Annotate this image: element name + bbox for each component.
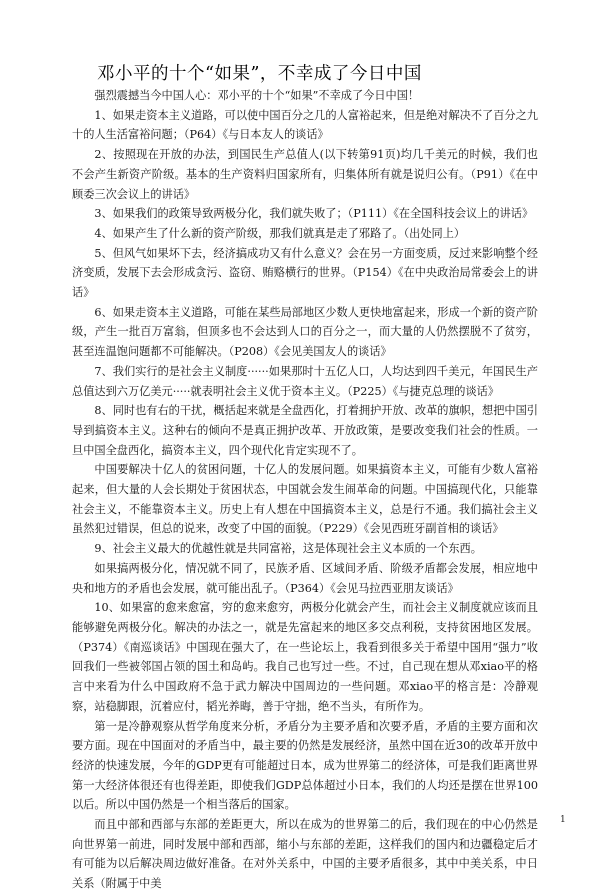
paragraph-if-9: 9、社会主义最大的优越性就是共同富裕，这是体现社会主义本质的一个东西。 <box>94 542 482 556</box>
paragraph-central-western-gap: 而且中部和西部与东部的差距更大，所以在成为的世界第二的后，我们现在的中心仍然是向世界第一前进，同时发展中部和西部，缩小与东部的差距，这样我们的国内和边疆稳定后才有可能为以后解决周边做好准备。在对外关系中，中国的主要矛盾很多，其中中美关系，中日关系（附属于中美 <box>72 818 538 891</box>
paragraph-if-3: 3、如果我们的政策导致两极分化，我们就失败了；（P111）《在全国科技会议上的讲话》 <box>94 207 534 221</box>
page-number: 1 <box>560 815 566 825</box>
page-title: 邓小平的十个“如果”，不幸成了今日中国 <box>97 64 422 84</box>
article-body <box>72 86 538 894</box>
paragraph-polarization: 如果搞两极分化，情况就不同了，民族矛盾、区域间矛盾、阶级矛盾都会发展，相应地中央和地方的矛盾也会发展，就可能出乱子。（P364）《会见马拉西亚朋友谈话》 <box>72 561 538 595</box>
paragraph-poverty-problem: 中国要解决十亿人的贫困问题，十亿人的发展问题。如果搞资本主义，可能有少数人富裕起来，但大量的人会长期处于贫困状态，中国就会发生闹革命的问题。中国搞现代化，只能靠社会主义，不能靠资本主义。历史上有人想在中国搞资本主义，总是行不通。我们搞社会主义虽然犯过错误，但总的说来，改变了中国的面貌。（P229）《会见西班牙副首相的谈话》 <box>72 463 538 536</box>
paragraph-if-10: 10、如果富的愈来愈富，穷的愈来愈穷，两极分化就会产生，而社会主义制度就应该而且能够避免两极分化。解决的办法之一，就是先富起来的地区多交点利税，支持贫困地区发展。（P374）《南巡谈话》中国现在强大了，在一些论坛上，我看到很多关于希望中国用“强力”收回我们一些被邻国占领的国土和岛屿。我自己也写过一些。不过，自己现在想从邓xiao平的格言中来看为什么中国政府不急于武力解决中国周边的一些问题。邓xiao平的格言是：冷静观察，站稳脚跟，沉着应付，韬光养晦，善于守拙，绝不当头，有所作为。 <box>72 601 538 713</box>
paragraph-if-1: 1、如果走资本主义道路，可以使中国百分之几的人富裕起来，但是绝对解决不了百分之九十的人生活富裕问题；（P64）《与日本友人的谈话》 <box>72 108 538 142</box>
paragraph-if-8: 8、同时也有右的干扰，概括起来就是全盘西化，打着拥护开放、改革的旗帜，想把中国引导到搞资本主义。这种右的倾向不是真正拥护改革、开放政策，是要改变我们社会的性质。一旦中国全盘西化，搞资本主义，四个现代化肯定实现不了。 <box>72 404 538 457</box>
intro-paragraph: 强烈震撼当今中国人心：邓小平的十个“如果”不幸成了今日中国！ <box>94 89 420 102</box>
paragraph-if-4: 4、如果产生了什么新的资产阶级，那我们就真是走了邪路了。（出处同上） <box>94 226 466 240</box>
paragraph-if-5: 5、但风气如果坏下去，经济搞成功又有什么意义？会在另一方面变质，反过来影响整个经济变质，发展下去会形成贪污、盗窃、贿赂横行的世界。（P154）《在中央政治局常委会上的讲话》 <box>72 246 538 300</box>
paragraph-if-6: 6、如果走资本主义道路，可能在某些局部地区少数人更快地富起来，形成一个新的资产阶级，产生一批百万富翁，但顶多也不会达到人口的百分之一，而大量的人仍然摆脱不了贫穷，甚至连温饱问题都不可能解决。（P208）《会见美国友人的谈话》 <box>72 305 538 359</box>
paragraph-first-observation: 第一是冷静观察从哲学角度来分析，矛盾分为主要矛盾和次要矛盾，矛盾的主要方面和次要方面。现在中国面对的矛盾当中，最主要的仍然是发展经济，虽然中国在近30的改革开放中经济的快速发展，今年的GDP更有可能超过日本，成为世界第二的经济体，可是我们距离世界第一大经济体很还有也得差距，即使我们GDP总体超过小日本，我们的人均还是摆在世界100以后。所以中国仍然是一个相当落后的国家。 <box>72 719 538 812</box>
paragraph-if-7: 7、我们实行的是社会主义制度······如果那时十五亿人口，人均达到四千美元，年国民生产总值达到六万亿美元·····就表明社会主义优于资本主义。（P225）《与捷克总理的谈话》 <box>72 364 538 398</box>
paragraph-if-2: 2、按照现在开放的办法，到国民生产总值人(以下转第91页)均几千美元的时候，我们也不会产生新资产阶级。基本的生产资料归国家所有，归集体所有就是说归公有。（P91）《在中顾委三次会议上的讲话》 <box>72 148 538 201</box>
